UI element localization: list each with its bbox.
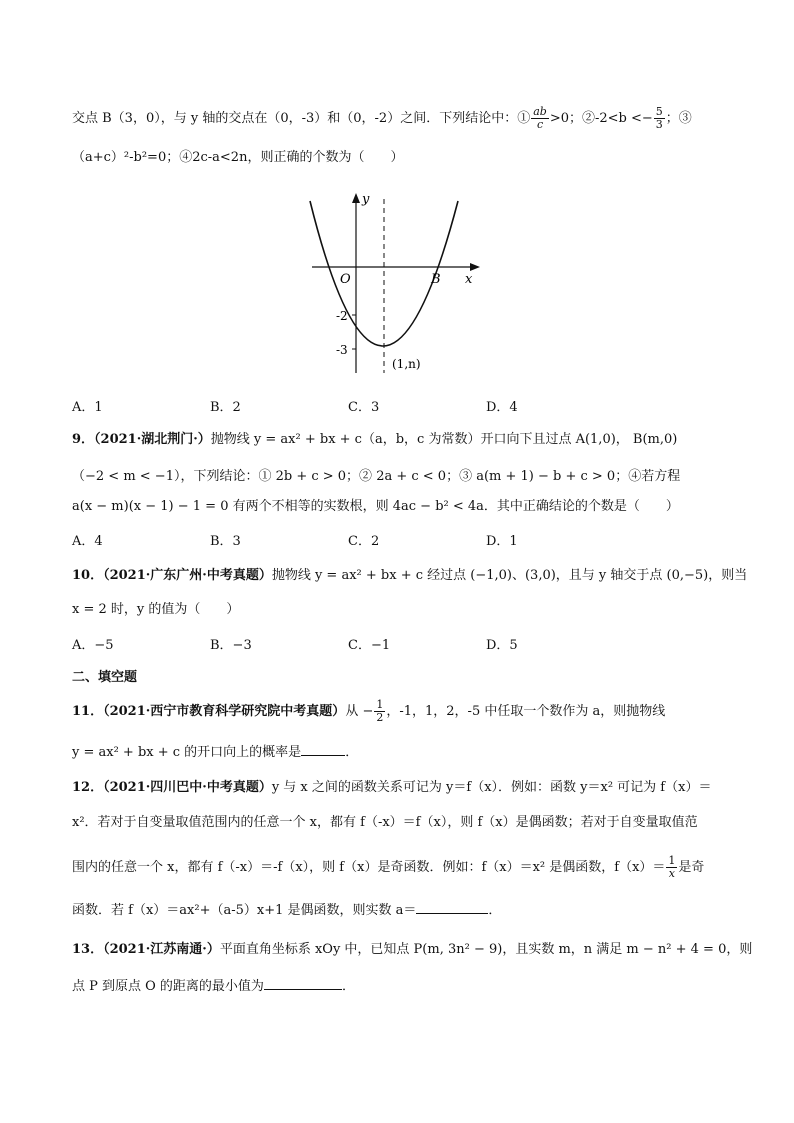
section-heading-fill-in: 二、填空题 [72,670,138,685]
x-axis-label: x [465,272,473,287]
y-axis-arrow [352,193,360,203]
q13-answer-blank[interactable] [264,975,342,990]
q9-option-b[interactable]: B．3 [210,534,241,549]
q11-text-2: y = ax² + bx + c 的开口向上的概率是 [72,745,302,760]
q8-fraction-5-over-3 [654,106,665,131]
q12-line-4 [72,899,734,921]
q8-line-2: （a+c）²-b²=0；④2c-a<2n，则正确的个数为（ ） [72,150,404,165]
q12-text-3b: 是奇 [678,860,705,875]
q8-text-end: ；③ [665,111,692,126]
q13-line-1 [72,940,753,960]
q10-option-b[interactable]: B．−3 [210,638,252,653]
q12-line-2: x²．若对于自变量取值范围内的任意一个 x，都有 f（-x）＝f（x），则 f（x）是偶函数；若对于自变量取值范 [72,815,698,830]
q9-option-d[interactable]: D．1 [486,534,518,549]
q12-line-3 [72,855,734,880]
q9-option-a[interactable]: A．4 [72,534,103,549]
q8-line-1 [72,106,734,131]
q10-source: 10．（2021·广东广州·中考真题） [72,568,272,583]
y-axis-label: y [362,192,370,207]
q11-period: ． [345,745,359,760]
point-b-label: B [431,272,441,287]
q9-line-2: （−2 < m < −1），下列结论：① 2b + c > 0；② 2a + c < 0；③ a(m + 1) − b + c > 0；④若方程 [72,469,681,484]
q8-option-a[interactable]: A．1 [72,400,103,415]
q11-source: 11．（2021·西宁市教育科学研究院中考真题） [72,704,346,719]
q13-source: 13．（2021·江苏南通·） [72,942,220,957]
tick-label-minus-3: -3 [336,343,348,357]
q11-line-2 [72,741,734,763]
q13-line-2 [72,975,734,997]
q13-text-1: 平面直角坐标系 xOy 中，已知点 P(m, 3n² − 9)，且实数 m，n 满足 m − n² + 4 = 0，则 [219,942,753,957]
q9-text-1: 抛物线 y = ax² + bx + c（a，b，c 为常数）开口向下且过点 A(1,0)， B(m,0) [210,432,678,447]
q11-line-1 [72,699,734,724]
q10-line-1 [72,566,748,586]
q8-frac1-numerator: ab [533,105,547,118]
q9-option-c[interactable]: C．2 [348,534,380,549]
x-axis-arrow [470,263,480,271]
q11-text-a: 从 − [345,704,374,719]
origin-label: O [340,272,351,287]
q13-period: ． [341,979,355,994]
q8-text-prefix: 交点 B（3，0），与 y 轴的交点在（0，-3）和（0，-2）之间．下列结论中：① [72,111,531,126]
q11-answer-blank[interactable] [301,741,345,756]
q10-line-2: x = 2 时，y 的值为（ ） [72,602,240,617]
q11-text-b: ，-1，1，2，-5 中任取一个数作为 a，则抛物线 [386,704,666,719]
vertex-label: (1,n) [392,357,421,371]
q13-text-2: 点 P 到原点 O 的距离的最小值为 [72,979,264,994]
q8-frac1-denominator: c [536,118,544,131]
q10-text-1: 抛物线 y = ax² + bx + c 经过点 (−1,0)、(3,0)，且与 y 轴交于点 (0,−5)，则当 [271,568,748,583]
q9-source: 9．（2021·湖北荆门·） [72,432,211,447]
q12-period: ． [488,903,502,918]
parabola-graph [300,185,500,380]
q11-frac-numerator: 1 [376,698,384,711]
q8-frac2-denominator: 3 [655,118,663,131]
q8-option-d[interactable]: D．4 [486,400,518,415]
q12-text-3a: 围内的任意一个 x，都有 f（-x）＝-f（x），则 f（x）是奇函数．例如：f（x）＝x² 是偶函数，f（x）＝ [72,860,666,875]
q10-option-c[interactable]: C．−1 [348,638,391,653]
q10-option-a[interactable]: A．−5 [72,638,114,653]
q12-line-1 [72,778,734,798]
q12-source: 12．（2021·四川巴中·中考真题） [72,780,272,795]
q9-line-3: a(x − m)(x − 1) − 1 = 0 有两个不相等的实数根，则 4ac − b² < 4a．其中正确结论的个数是（ ） [72,499,679,514]
q12-frac-denominator: x [668,867,676,880]
q12-fraction-1-over-x [666,855,677,880]
q8-option-c[interactable]: C．3 [348,400,380,415]
q8-text-mid: >0；②-2<b <− [549,111,653,126]
q8-frac2-numerator: 5 [655,105,663,118]
q12-frac-numerator: 1 [668,854,676,867]
q11-fraction-1-over-2 [374,699,385,724]
q8-option-b[interactable]: B．2 [210,400,241,415]
q8-fraction-ab-over-c [531,106,549,131]
q12-answer-blank[interactable] [416,899,488,914]
q11-frac-denominator: 2 [376,711,384,724]
q10-option-d[interactable]: D．5 [486,638,518,653]
q12-text-1: y 与 x 之间的函数关系可记为 y＝f（x）．例如：函数 y＝x² 可记为 f（x）＝ [271,780,712,795]
q12-text-4: 函数．若 f（x）＝ax²+（a-5）x+1 是偶函数，则实数 a＝ [72,903,417,918]
q9-line-1 [72,430,734,450]
tick-label-minus-2: -2 [336,309,348,323]
